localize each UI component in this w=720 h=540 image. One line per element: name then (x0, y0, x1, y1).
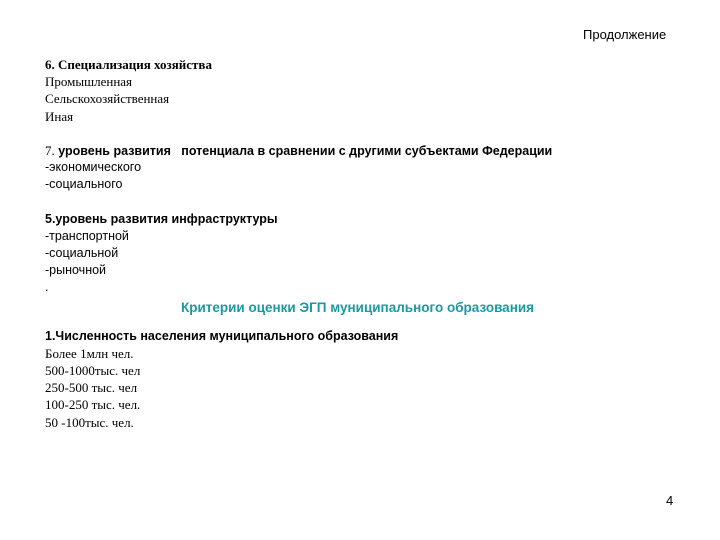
section-1-item: 50 -100тыс. чел. (45, 414, 134, 430)
section-1-item: 100-250 тыс. чел. (45, 397, 141, 413)
section-6-item: Сельскохозяйственная (45, 91, 170, 107)
section-6-item: Промышленная (45, 74, 133, 90)
section-5-item: -социальной (45, 246, 119, 261)
section-1-item: Более 1млн чел. (45, 345, 134, 361)
section-1-item: 500-1000тыс. чел (45, 363, 141, 378)
criteria-title: Критерии оценки ЭГП муниципального образования (180, 299, 535, 315)
section-1-item: 250-500 тыс. чел (45, 380, 138, 396)
section-7-number: 7. (45, 142, 55, 158)
continuation-label: Продолжение (583, 27, 667, 42)
section-7-heading (45, 142, 685, 159)
section-1-heading: 1.Численность населения муниципального образования (45, 328, 399, 343)
section-6-item: Иная (45, 108, 74, 124)
section-5-item: -рыночной (45, 263, 107, 278)
section-7-heading-text: уровень развития потенциала в сравнении с другими субъектами Федерации (54, 143, 553, 158)
section-5-item: . (45, 280, 49, 295)
section-5-heading: 5.уровень развития инфраструктуры (45, 211, 278, 226)
section-5-item: -транспортной (45, 228, 129, 243)
section-6-heading: 6. Специализация хозяйства (45, 57, 212, 72)
page-number: 4 (666, 493, 674, 508)
section-7-item: -социального (45, 177, 123, 192)
document-body (45, 56, 685, 431)
section-7-item: -экономического (45, 160, 142, 175)
